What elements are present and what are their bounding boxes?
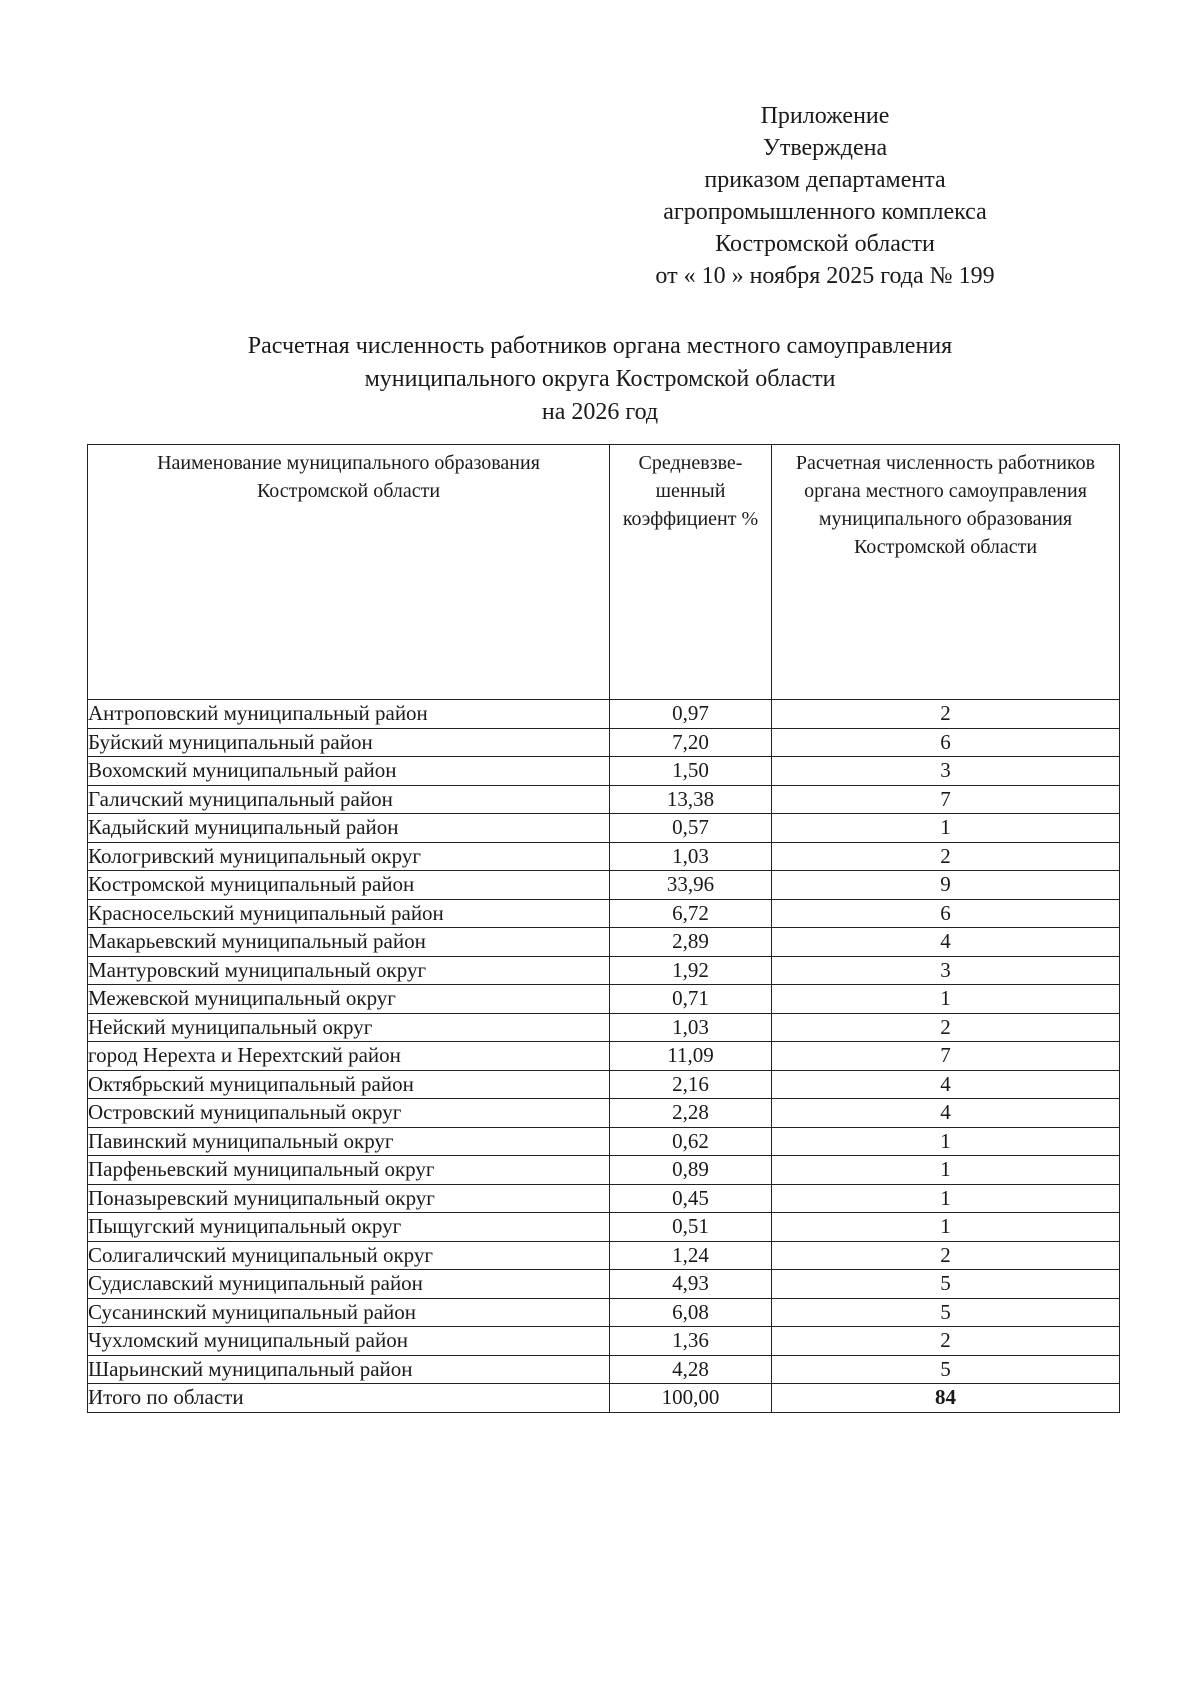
row-headcount-cell: 1 <box>772 1213 1120 1242</box>
row-coefficient-cell: 2,16 <box>610 1070 772 1099</box>
approval-line-appendix: Приложение <box>760 103 890 129</box>
row-coefficient-cell: 11,09 <box>610 1042 772 1071</box>
row-name-cell: Шарьинский муниципальный район <box>88 1355 610 1384</box>
approval-line-region: Костромской области <box>715 231 935 257</box>
table-row <box>88 1327 1120 1356</box>
row-headcount-cell: 4 <box>772 928 1120 957</box>
row-name-cell: Чухломский муниципальный район <box>88 1327 610 1356</box>
table-row <box>88 928 1120 957</box>
row-coefficient-cell: 0,97 <box>610 700 772 729</box>
row-coefficient-cell: 6,72 <box>610 899 772 928</box>
total-headcount-cell: 84 <box>772 1384 1120 1413</box>
table-row <box>88 757 1120 786</box>
row-name-cell: Пыщугский муниципальный округ <box>88 1213 610 1242</box>
row-coefficient-cell: 0,57 <box>610 814 772 843</box>
row-name-cell: город Нерехта и Нерехтский район <box>88 1042 610 1071</box>
table-row <box>88 728 1120 757</box>
title-line-1: Расчетная численность работников органа местного самоуправления <box>247 333 953 359</box>
row-headcount-cell: 5 <box>772 1298 1120 1327</box>
row-coefficient-cell: 2,28 <box>610 1099 772 1128</box>
title-line-2: муниципального округа Костромской области <box>364 366 836 392</box>
table-row <box>88 871 1120 900</box>
row-headcount-cell: 7 <box>772 1042 1120 1071</box>
table-row <box>88 956 1120 985</box>
row-headcount-cell: 4 <box>772 1070 1120 1099</box>
row-name-cell: Кадыйский муниципальный район <box>88 814 610 843</box>
row-name-cell: Вохомский муниципальный район <box>88 757 610 786</box>
row-coefficient-cell: 7,20 <box>610 728 772 757</box>
title-line-3: на 2026 год <box>541 399 659 425</box>
row-coefficient-cell: 1,24 <box>610 1241 772 1270</box>
row-headcount-cell: 2 <box>772 842 1120 871</box>
row-coefficient-cell: 1,50 <box>610 757 772 786</box>
row-name-cell: Галичский муниципальный район <box>88 785 610 814</box>
table-row <box>88 985 1120 1014</box>
table-row <box>88 1270 1120 1299</box>
table-row <box>88 1127 1120 1156</box>
row-coefficient-cell: 1,03 <box>610 1013 772 1042</box>
approval-line-department: агропромышленного комплекса <box>663 199 987 225</box>
row-name-cell: Кологривский муниципальный округ <box>88 842 610 871</box>
table-row <box>88 1070 1120 1099</box>
table-row <box>88 700 1120 729</box>
table-row <box>88 899 1120 928</box>
row-headcount-cell: 4 <box>772 1099 1120 1128</box>
row-headcount-cell: 5 <box>772 1270 1120 1299</box>
row-headcount-cell: 2 <box>772 1241 1120 1270</box>
row-coefficient-cell: 1,03 <box>610 842 772 871</box>
row-coefficient-cell: 6,08 <box>610 1298 772 1327</box>
row-name-cell: Костромской муниципальный район <box>88 871 610 900</box>
table-row <box>88 1013 1120 1042</box>
row-headcount-cell: 2 <box>772 1013 1120 1042</box>
row-name-cell: Нейский муниципальный округ <box>88 1013 610 1042</box>
row-headcount-cell: 9 <box>772 871 1120 900</box>
approval-line-approved: Утверждена <box>762 135 888 161</box>
row-name-cell: Солигаличский муниципальный округ <box>88 1241 610 1270</box>
row-headcount-cell: 5 <box>772 1355 1120 1384</box>
table-row <box>88 1241 1120 1270</box>
header-headcount: Расчетная численность работников органа местного самоуправления муниципального образования Костромской области <box>772 445 1120 700</box>
total-coefficient-cell: 100,00 <box>610 1384 772 1413</box>
row-headcount-cell: 1 <box>772 985 1120 1014</box>
row-headcount-cell: 7 <box>772 785 1120 814</box>
row-name-cell: Макарьевский муниципальный район <box>88 928 610 957</box>
row-name-cell: Буйский муниципальный район <box>88 728 610 757</box>
row-name-cell: Островский муниципальный округ <box>88 1099 610 1128</box>
row-headcount-cell: 1 <box>772 1156 1120 1185</box>
row-name-cell: Антроповский муниципальный район <box>88 700 610 729</box>
row-headcount-cell: 1 <box>772 1127 1120 1156</box>
table-body <box>88 700 1120 1413</box>
row-coefficient-cell: 0,51 <box>610 1213 772 1242</box>
row-coefficient-cell: 1,36 <box>610 1327 772 1356</box>
row-coefficient-cell: 4,28 <box>610 1355 772 1384</box>
row-name-cell: Межевской муниципальный округ <box>88 985 610 1014</box>
row-name-cell: Октябрьский муниципальный район <box>88 1070 610 1099</box>
row-coefficient-cell: 4,93 <box>610 1270 772 1299</box>
row-coefficient-cell: 0,89 <box>610 1156 772 1185</box>
header-coefficient: Средневзве-шенный коэффициент % <box>610 445 772 700</box>
row-name-cell: Судиславский муниципальный район <box>88 1270 610 1299</box>
table-header-row <box>88 445 1120 700</box>
row-name-cell: Сусанинский муниципальный район <box>88 1298 610 1327</box>
row-coefficient-cell: 33,96 <box>610 871 772 900</box>
row-coefficient-cell: 2,89 <box>610 928 772 957</box>
table-row <box>88 1156 1120 1185</box>
row-headcount-cell: 3 <box>772 956 1120 985</box>
row-name-cell: Поназыревский муниципальный округ <box>88 1184 610 1213</box>
row-headcount-cell: 2 <box>772 1327 1120 1356</box>
table-row <box>88 1213 1120 1242</box>
row-headcount-cell: 1 <box>772 1184 1120 1213</box>
row-coefficient-cell: 0,62 <box>610 1127 772 1156</box>
table-row <box>88 1298 1120 1327</box>
document-title <box>100 330 1100 429</box>
allocation-table <box>87 444 1120 1413</box>
total-name-cell: Итого по области <box>88 1384 610 1413</box>
row-name-cell: Парфеньевский муниципальный округ <box>88 1156 610 1185</box>
row-coefficient-cell: 1,92 <box>610 956 772 985</box>
table-row <box>88 814 1120 843</box>
approval-line-date-number: от « 10 » ноября 2025 года № 199 <box>655 263 995 289</box>
header-name: Наименование муниципального образования Костромской области <box>88 445 610 700</box>
table-row <box>88 1042 1120 1071</box>
approval-line-order: приказом департамента <box>704 167 946 193</box>
row-coefficient-cell: 0,45 <box>610 1184 772 1213</box>
row-headcount-cell: 6 <box>772 728 1120 757</box>
table-row <box>88 1184 1120 1213</box>
row-headcount-cell: 1 <box>772 814 1120 843</box>
approval-block <box>600 100 1050 292</box>
row-headcount-cell: 3 <box>772 757 1120 786</box>
table-row <box>88 785 1120 814</box>
row-headcount-cell: 2 <box>772 700 1120 729</box>
row-name-cell: Мантуровский муниципальный округ <box>88 956 610 985</box>
row-coefficient-cell: 0,71 <box>610 985 772 1014</box>
table-row <box>88 1355 1120 1384</box>
row-name-cell: Павинский муниципальный округ <box>88 1127 610 1156</box>
row-coefficient-cell: 13,38 <box>610 785 772 814</box>
table-row <box>88 1099 1120 1128</box>
table-row <box>88 842 1120 871</box>
table-total-row <box>88 1384 1120 1413</box>
row-headcount-cell: 6 <box>772 899 1120 928</box>
row-name-cell: Красносельский муниципальный район <box>88 899 610 928</box>
